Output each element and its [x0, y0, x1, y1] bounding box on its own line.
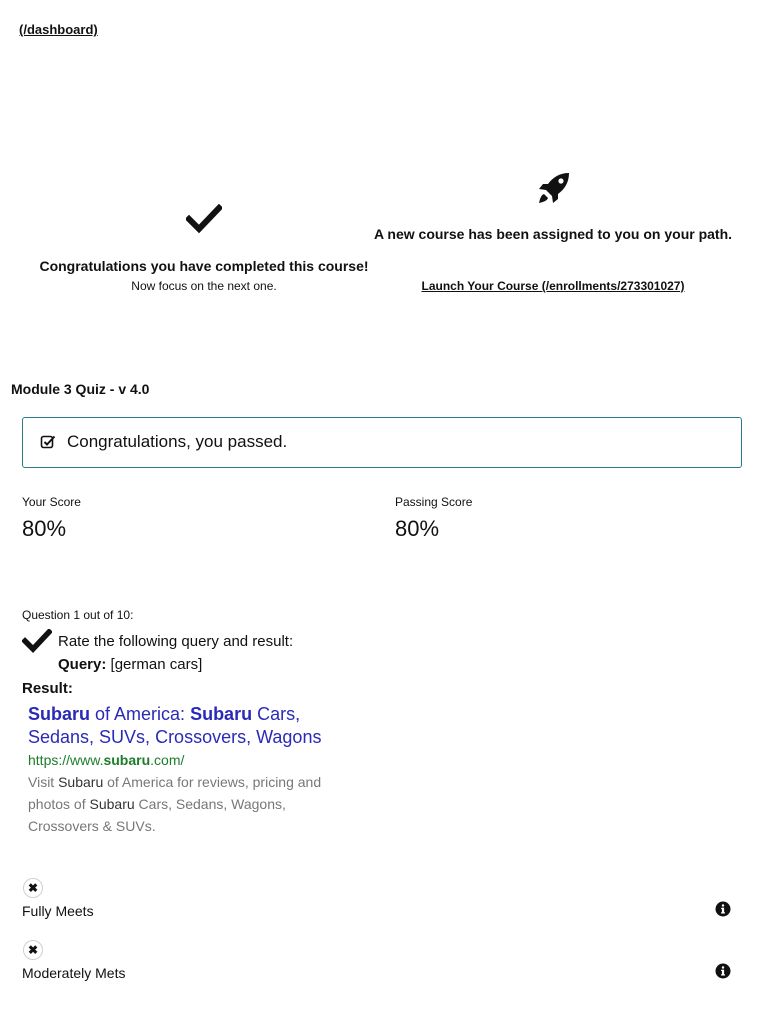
- rocket-icon: [536, 170, 572, 206]
- completion-subtitle: Now focus on the next one.: [131, 279, 277, 293]
- module-title: Module 3 Quiz - v 4.0: [11, 381, 150, 397]
- check-icon: [22, 629, 52, 653]
- completion-title: Congratulations you have completed this course!: [39, 258, 369, 274]
- option-fully-meets-label: Fully Meets: [22, 903, 94, 919]
- search-result-snippet: [28, 703, 358, 837]
- new-course-text: A new course has been assigned to you on your path.: [373, 226, 733, 242]
- passing-score-value: 80%: [395, 516, 440, 541]
- query-label: Query:: [58, 656, 107, 673]
- info-icon[interactable]: [715, 901, 731, 917]
- passed-banner: [22, 417, 742, 468]
- option-moderately-meets-marker[interactable]: [23, 940, 43, 960]
- result-title: Subaru of America: Subaru Cars, Sedans, SUVs, Crossovers, Wagons: [28, 704, 322, 747]
- question-number: Question 1 out of 10:: [22, 608, 134, 622]
- launch-course-link[interactable]: Launch Your Course (/enrollments/273301027): [421, 279, 685, 293]
- option-moderately-meets-label: Moderately Mets: [22, 965, 126, 981]
- checked-box-icon: [40, 434, 56, 450]
- question-prompt: Rate the following query and result:: [58, 633, 294, 650]
- your-score-value: 80%: [22, 516, 67, 541]
- passed-message: Congratulations, you passed.: [67, 432, 288, 451]
- result-url: https://www.subaru.com/: [28, 752, 185, 768]
- result-snippet: Visit Subaru of America for reviews, pricing and photos of Subaru Cars, Sedans, Wagons, Crossovers & SUVs.: [28, 774, 322, 834]
- close-icon: ✖: [27, 943, 39, 957]
- passing-score-label: Passing Score: [395, 495, 473, 509]
- your-score-label: Your Score: [22, 495, 81, 509]
- result-label: Result:: [22, 680, 73, 697]
- info-icon[interactable]: [715, 963, 731, 979]
- question-query: [58, 656, 202, 673]
- close-icon: ✖: [27, 881, 39, 895]
- option-fully-meets-marker[interactable]: [23, 878, 43, 898]
- check-icon: [186, 204, 222, 234]
- query-value: [german cars]: [110, 656, 203, 673]
- dashboard-link[interactable]: (/dashboard): [19, 22, 98, 37]
